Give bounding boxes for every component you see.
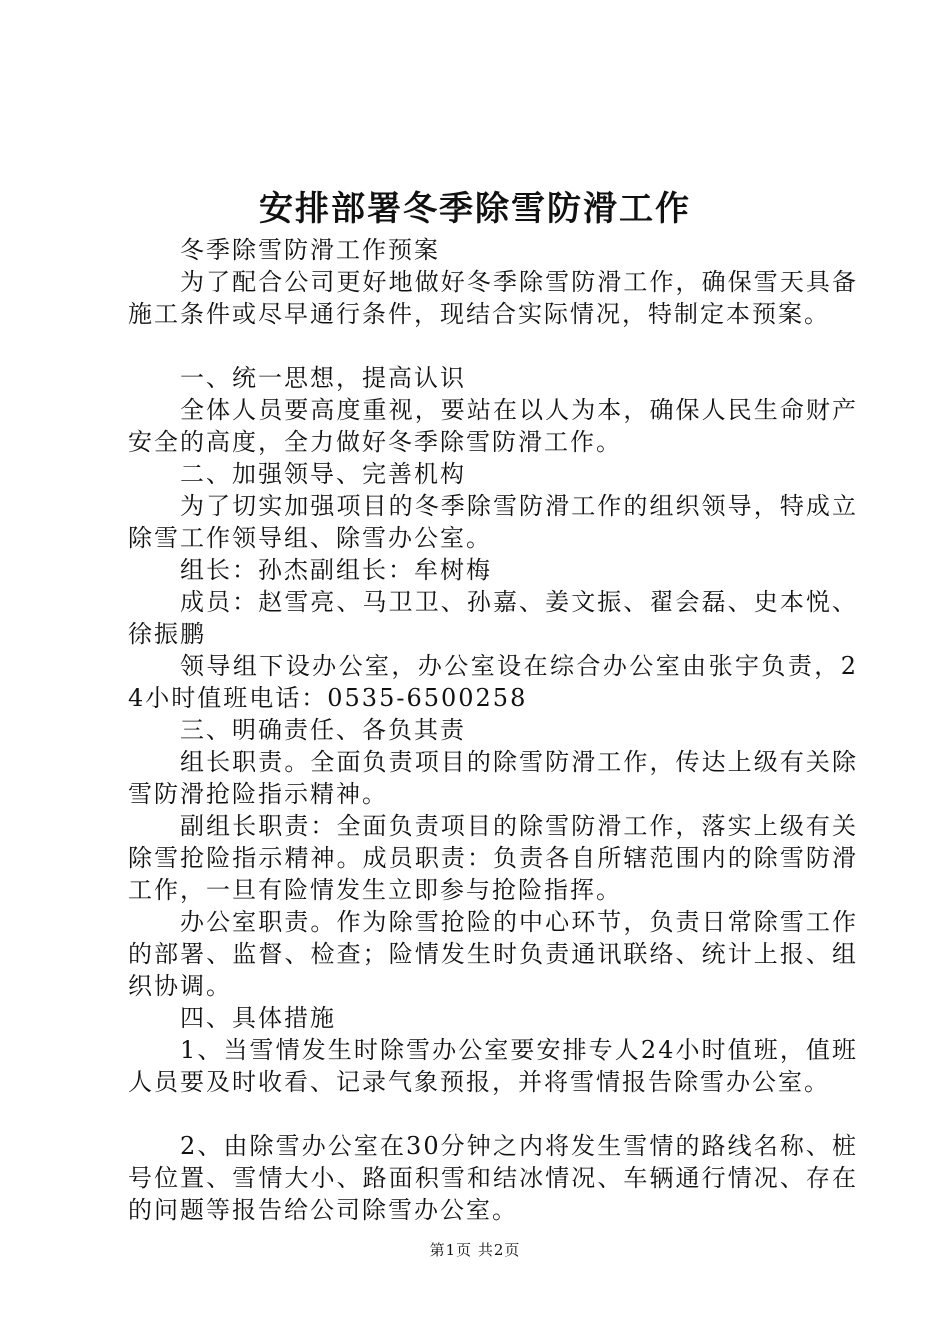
paragraph-section-1: 全体人员要高度重视，要站在以人为本，确保人民生命财产安全的高度，全力做好冬季除雪防滑工作。 (128, 396, 858, 456)
paragraph-leader-duty: 组长职责。全面负责项目的除雪防滑工作，传达上级有关除雪防滑抢险指示精神。 (128, 748, 858, 808)
paragraph-plan-heading: 冬季除雪防滑工作预案 (180, 236, 440, 264)
section-heading-2: 二、加强领导、完善机构 (180, 460, 466, 488)
paragraph-intro: 为了配合公司更好地做好冬季除雪防滑工作，确保雪天具备施工条件或尽早通行条件，现结合实际情况，特制定本预案。 (128, 268, 858, 328)
paragraph-section-2: 为了切实加强项目的冬季除雪防滑工作的组织领导，特成立除雪工作领导组、除雪办公室。 (128, 492, 858, 552)
paragraph-office-duty: 办公室职责。作为除雪抢险的中心环节，负责日常除雪工作的部署、监督、检查；险情发生时负责通讯联络、统计上报、组织协调。 (128, 908, 858, 1000)
page-footer: 第1页 共2页 (429, 1241, 521, 1259)
paragraph-leaders: 组长：孙杰副组长：牟树梅 (180, 556, 492, 584)
paragraph-measure-2: 2、由除雪办公室在30分钟之内将发生雪情的路线名称、桩号位置、雪情大小、路面积雪和结冰情况、车辆通行情况、存在的问题等报告给公司除雪办公室。 (128, 1132, 858, 1224)
document-body (128, 234, 858, 1226)
section-heading-3: 三、明确责任、各负其责 (180, 716, 466, 744)
paragraph-members: 成员：赵雪亮、马卫卫、孙嘉、姜文振、翟会磊、史本悦、徐振鹏 (128, 588, 858, 648)
paragraph-measure-1: 1、当雪情发生时除雪办公室要安排专人24小时值班，值班人员要及时收看、记录气象预报，并将雪情报告除雪办公室。 (128, 1036, 858, 1096)
section-heading-4: 四、具体措施 (180, 1004, 336, 1032)
section-heading-1: 一、统一思想，提高认识 (180, 364, 466, 392)
document-title: 安排部署冬季除雪防滑工作 (259, 189, 691, 229)
paragraph-office: 领导组下设办公室，办公室设在综合办公室由张宇负责，24小时值班电话：0535-6500258 (128, 652, 858, 712)
paragraph-deputy-duty: 副组长职责：全面负责项目的除雪防滑工作，落实上级有关除雪抢险指示精神。成员职责：负责各自所辖范围内的除雪防滑工作，一旦有险情发生立即参与抢险指挥。 (128, 812, 858, 904)
